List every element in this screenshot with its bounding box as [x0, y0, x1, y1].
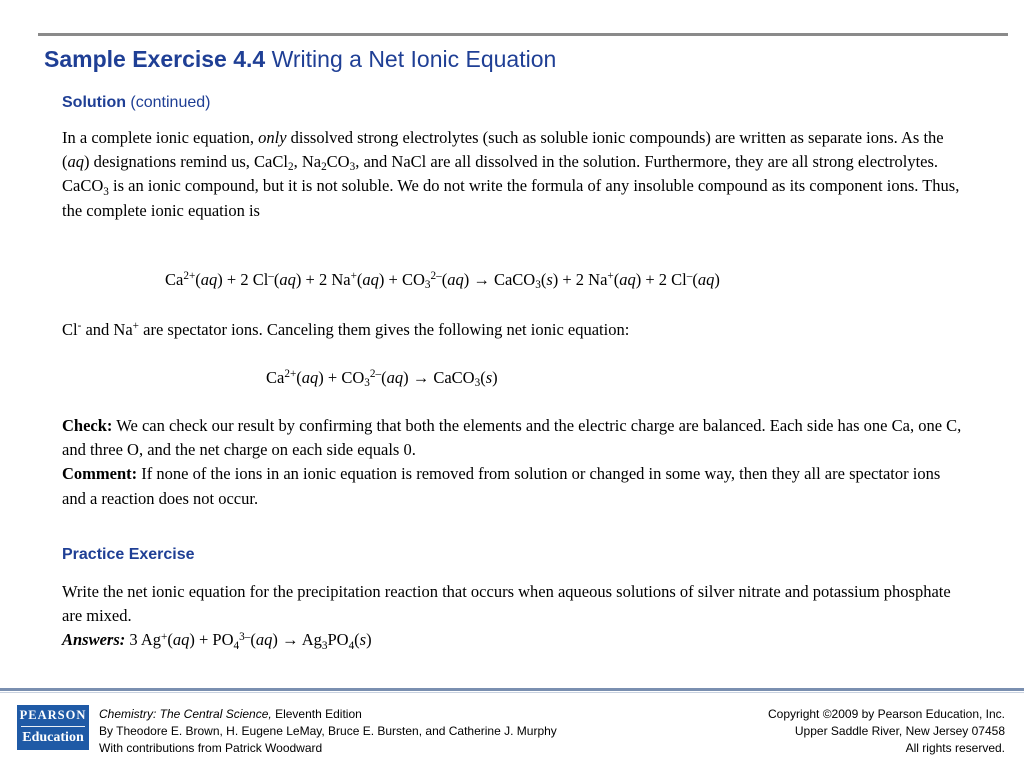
eq-part: ( [540, 270, 547, 289]
charge: - [77, 320, 82, 333]
eq-part: 3 Ag [125, 630, 162, 650]
eq-part: Ca [266, 368, 285, 387]
subscript: 3 [103, 185, 109, 198]
practice-block [62, 580, 962, 653]
text-run: is an ionic compound, but it is not soluble. We do not write the formula of any insoluble compound as its component ions. Thus, the complete ionic equation is [62, 176, 960, 220]
spectator-ions-line [62, 320, 629, 340]
eq-part: ) [492, 368, 498, 387]
aq-label: aq [301, 368, 319, 387]
eq-part: ) + PO [189, 630, 234, 650]
footer-book-line [99, 706, 557, 723]
subscript: 3 [535, 279, 541, 292]
comment-label: Comment: [62, 464, 138, 484]
solution-heading [62, 94, 210, 112]
text-run: ) designations remind us, CaCl [84, 152, 288, 172]
charge: 2+ [284, 368, 297, 381]
aq-label: aq [279, 270, 296, 289]
practice-text: Write the net ionic equation for the precipitation reaction that occurs when aqueous solutions of silver nitrate and potassium phosphate are mixed. [62, 582, 951, 626]
text-run: dissolved strong electrolytes (such as soluble ionic compounds) are written as separate ions. As the ( [62, 128, 944, 172]
eq-part: ) + CO [378, 270, 425, 289]
copyright-line: Copyright ©2009 by Pearson Education, Inc. [768, 707, 1005, 721]
subscript: 3 [364, 377, 370, 390]
comment-text: If none of the ions in an ionic equation is removed from solution or changed in some way, then they all are spectator ions and a reaction does not occur. [62, 464, 941, 508]
text-run: , and NaCl are all dissolved in the solution. Furthermore, they are all strong electrolytes. CaCO [62, 152, 939, 196]
check-comment-block [62, 414, 962, 511]
top-divider [38, 33, 1008, 36]
aq-label: aq [447, 270, 464, 289]
eq-part: ( [273, 270, 280, 289]
eq-part: ) → Ag [272, 630, 322, 650]
eq-part: ) → CaCO [463, 270, 536, 289]
paragraph-complete-ionic [62, 126, 962, 223]
eq-part: ( [356, 270, 363, 289]
subscript: 3 [349, 161, 356, 174]
eq-part: ) + 2 Cl [217, 270, 269, 289]
eq-part: ( [195, 270, 201, 289]
aq-label: aq [200, 270, 218, 289]
eq-part: ) → CaCO [403, 368, 475, 387]
eq-part: ) [366, 630, 372, 650]
book-edition: Eleventh Edition [271, 707, 362, 721]
eq-part: ( [613, 270, 620, 289]
solution-continued: (continued) [125, 94, 211, 111]
book-title: Chemistry: The Central Science, [99, 707, 272, 721]
pearson-logo [17, 705, 89, 750]
eq-part: Ca [165, 270, 184, 289]
charge: – [686, 270, 693, 283]
check-label: Check: [62, 416, 113, 435]
eq-part: are spectator ions. Canceling them gives the following net ionic equation: [139, 320, 630, 339]
aq-label: aq [386, 368, 404, 387]
eq-part: ( [167, 630, 173, 650]
eq-part: ) [714, 270, 720, 289]
text-run: CO [326, 152, 350, 172]
aq-label: aq [67, 152, 84, 172]
subscript: 3 [321, 639, 328, 652]
eq-part: PO [327, 630, 349, 650]
subscript: 4 [348, 639, 355, 652]
solid-label: s [359, 630, 367, 650]
charge: – [268, 270, 274, 283]
aq-label: aq [362, 270, 379, 289]
emphasis-only: only [258, 128, 287, 147]
practice-heading [62, 546, 195, 564]
eq-part: ( [354, 630, 360, 650]
footer-copyright [768, 706, 1005, 757]
title-exercise-number: Sample Exercise 4.4 [44, 46, 266, 72]
eq-part: ( [441, 270, 448, 289]
eq-part: and Na [81, 320, 133, 339]
footer-citation [99, 706, 557, 757]
answers-label: Answers: [62, 630, 126, 650]
aq-label: aq [697, 270, 715, 289]
solution-label: Solution [62, 94, 126, 111]
charge: 2– [430, 270, 442, 283]
footer-divider-thin [0, 692, 1024, 693]
charge: + [350, 270, 357, 283]
charge: + [132, 320, 139, 333]
page-title [44, 46, 556, 73]
title-text: Writing a Net Ionic Equation [265, 46, 557, 72]
charge: 2– [369, 368, 382, 381]
logo-divider [21, 726, 85, 727]
aq-label: aq [255, 630, 273, 650]
subscript: 2 [321, 161, 327, 174]
eq-part: ( [692, 270, 698, 289]
complete-ionic-equation [165, 270, 720, 290]
check-text: We can check our result by confirming that both the elements and the electric charge are balanced. Each side has one Ca, one C, and three O, and the net charge on each side equals 0. [62, 416, 962, 460]
eq-part: ( [296, 368, 302, 387]
publisher-location: Upper Saddle River, New Jersey 07458 [794, 724, 1005, 738]
charge: 2+ [183, 270, 196, 283]
eq-part: ( [250, 630, 256, 650]
subscript: 3 [424, 279, 431, 292]
subscript: 4 [233, 639, 240, 652]
eq-part: ) + CO [318, 368, 365, 387]
footer-divider [0, 688, 1024, 691]
subscript: 2 [287, 161, 294, 174]
rights-line: All rights reserved. [905, 741, 1005, 755]
eq-part: ( [480, 368, 486, 387]
charge: + [607, 270, 614, 283]
text-run: In a complete ionic equation, [62, 128, 259, 147]
charge: + [161, 630, 168, 643]
subscript: 3 [474, 377, 481, 390]
logo-line-1: PEARSON [19, 708, 87, 722]
book-contributions: With contributions from Patrick Woodward [99, 741, 323, 755]
charge: 3– [239, 630, 251, 643]
solid-label: s [485, 368, 493, 387]
practice-heading-text: Practice Exercise [62, 546, 195, 563]
eq-part: ( [381, 368, 387, 387]
net-ionic-equation [266, 368, 498, 388]
aq-label: aq [619, 270, 636, 289]
aq-label: aq [172, 630, 190, 650]
solid-label: s [546, 270, 553, 289]
book-authors: By Theodore E. Brown, H. Eugene LeMay, Bruce E. Bursten, and Catherine J. Murphy [99, 724, 557, 738]
eq-part: Cl [62, 320, 78, 339]
eq-part: ) + 2 Na [295, 270, 351, 289]
eq-part: ) + 2 Na [552, 270, 608, 289]
text-run: , Na [293, 152, 322, 172]
logo-line-2: Education [22, 730, 84, 745]
eq-part: ) + 2 Cl [635, 270, 687, 289]
